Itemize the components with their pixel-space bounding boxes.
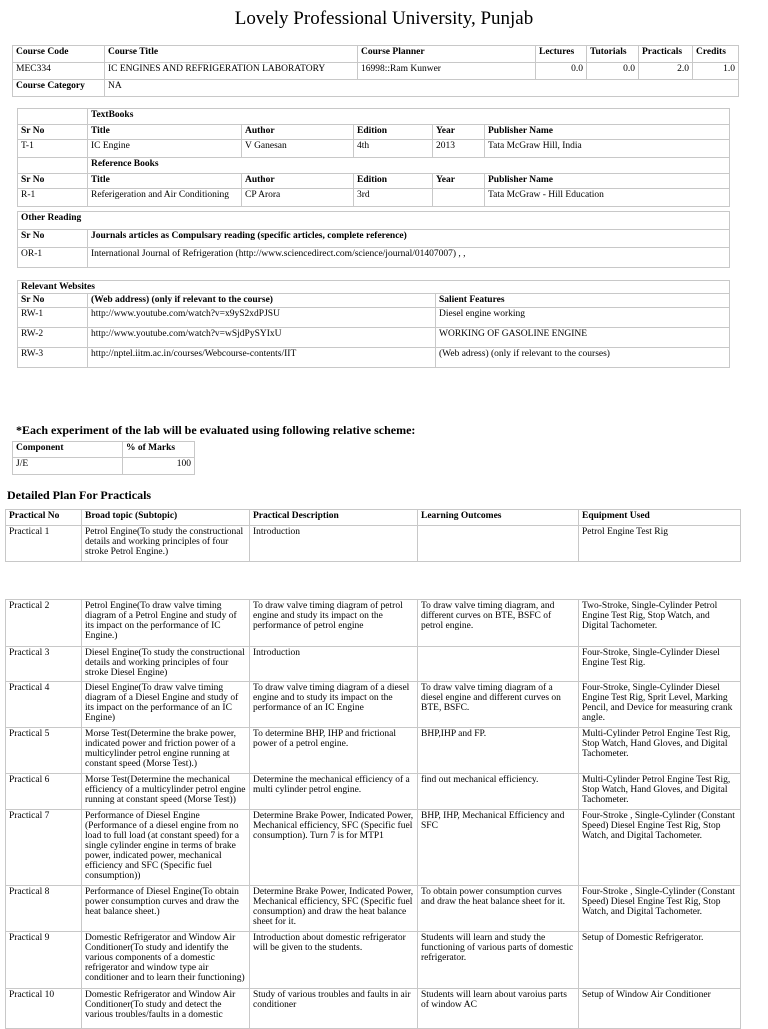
or-header-sr: Sr No <box>18 230 88 248</box>
practical-outcome: To draw valve timing diagram, and different curves on BTE, BSFC of petrol engine. <box>418 600 579 647</box>
practical-equip: Two-Stroke, Single-Cylinder Petrol Engine Test Rig, Stop Watch, and Digital Tachometer. <box>579 600 741 647</box>
evaluation-table <box>12 441 195 475</box>
practical-desc: To determine BHP, IHP and frictional power of a petrol engine. <box>250 728 418 774</box>
tb-header-sr: Sr No <box>18 125 88 140</box>
web-header-sr: Sr No <box>18 294 88 308</box>
practical-equip: Multi-Cylinder Petrol Engine Test Rig, Stop Watch, Hand Gloves, and Digital Tachometer. <box>579 774 741 810</box>
book-sr: T-1 <box>18 140 88 158</box>
practical-no: Practical 4 <box>6 682 82 728</box>
table-row <box>6 600 741 647</box>
practical-no: Practical 2 <box>6 600 82 647</box>
table-row <box>6 932 741 989</box>
book-title: Referigeration and Air Conditioning <box>88 189 242 207</box>
web-sr: RW-2 <box>18 328 88 348</box>
practical-no: Practical 7 <box>6 810 82 886</box>
table-row <box>6 989 741 1029</box>
practical-topic: Diesel Engine(To study the constructional details and working principles of four stroke Diesel Engine) <box>82 647 250 682</box>
book-sr: R-1 <box>18 189 88 207</box>
tb-header-title: Title <box>88 125 242 140</box>
course-lectures: 0.0 <box>536 63 587 80</box>
practical-desc: Determine Brake Power, Indicated Power, Mechanical efficiency, SFC (Specific fuel consumption) and draw the heat balance sheet for it. <box>250 886 418 932</box>
tb-header-edition: Edition <box>354 125 433 140</box>
practical-desc: Introduction <box>250 647 418 682</box>
eval-header-component: Component <box>13 442 123 458</box>
practical-desc: To draw valve timing diagram of petrol engine and study its impact on the performance of petrol engine <box>250 600 418 647</box>
table-row <box>6 526 741 562</box>
header-course-code: Course Code <box>13 46 105 63</box>
practical-topic: Diesel Engine(To draw valve timing diagram of a Diesel Engine and study of its impact on the performance of an IC Engine) <box>82 682 250 728</box>
web-header-address: (Web address) (only if relevant to the course) <box>88 294 436 308</box>
practical-equip: Setup of Domestic Refrigerator. <box>579 932 741 989</box>
table-row <box>18 348 730 368</box>
header-course-title: Course Title <box>105 46 358 63</box>
table-row <box>6 886 741 932</box>
practical-topic: Performance of Diesel Engine (Performance of a diesel engine from no load to full load (at constant speed) for a single cylinder engine in terms of brake power, indicated power, mechanical efficiency and SFC (Specific fuel consumption)) <box>82 810 250 886</box>
web-feature: Diesel engine working <box>436 308 730 328</box>
web-feature: WORKING OF GASOLINE ENGINE <box>436 328 730 348</box>
practical-desc: Determine Brake Power, Indicated Power, Mechanical efficiency, SFC (Specific fuel consumption). Turn 7 is for MTP1 <box>250 810 418 886</box>
practical-no: Practical 8 <box>6 886 82 932</box>
practical-outcome: Students will learn about varoius parts of window AC <box>418 989 579 1029</box>
table-row <box>18 248 730 268</box>
course-category-label: Course Category <box>13 80 105 97</box>
course-category: NA <box>105 80 739 97</box>
practical-equip: Four-Stroke, Single-Cylinder Diesel Engine Test Rig, Sprit Level, Marking Pencil, and Device for measuring crank angle. <box>579 682 741 728</box>
tb-header-author: Author <box>242 125 354 140</box>
practical-outcome: Students will learn and study the functioning of various parts of domestic refrigerator. <box>418 932 579 989</box>
course-planner: 16998::Ram Kunwer <box>358 63 536 80</box>
course-practicals: 2.0 <box>639 63 693 80</box>
practical-outcome: BHP,IHP and FP. <box>418 728 579 774</box>
practical-no: Practical 5 <box>6 728 82 774</box>
websites-table <box>17 280 730 368</box>
practical-topic: Petrol Engine(To study the constructional details and working principles of four stroke Petrol Engine.) <box>82 526 250 562</box>
practical-outcome: BHP, IHP, Mechanical Efficiency and SFC <box>418 810 579 886</box>
rb-header-sr: Sr No <box>18 174 88 189</box>
header-tutorials: Tutorials <box>587 46 639 63</box>
practical-equip: Four-Stroke , Single-Cylinder (Constant Speed) Diesel Engine Test Rig, Stop Watch, and Digital Tachometer. <box>579 886 741 932</box>
other-reading-table <box>17 211 730 268</box>
web-url-link[interactable]: http://www.youtube.com/watch?v=x9yS2xdPJSU <box>88 308 436 328</box>
header-lectures: Lectures <box>536 46 587 63</box>
plan-header-equip: Equipment Used <box>579 510 741 526</box>
plan-header-desc: Practical Description <box>250 510 418 526</box>
web-url-link[interactable]: http://nptel.iitm.ac.in/courses/Webcourse-contents/IIT <box>88 348 436 368</box>
table-row <box>6 647 741 682</box>
table-row <box>13 458 195 475</box>
websites-label: Relevant Websites <box>18 281 730 294</box>
practical-equip: Setup of Window Air Conditioner <box>579 989 741 1029</box>
practical-topic: Petrol Engine(To draw valve timing diagram of a Petrol Engine and study of its impact on the performance of IC Engine.) <box>82 600 250 647</box>
table-row <box>18 308 730 328</box>
course-title: IC ENGINES AND REFRIGERATION LABORATORY <box>105 63 358 80</box>
rb-header-publisher: Publisher Name <box>485 174 730 189</box>
course-tutorials: 0.0 <box>587 63 639 80</box>
table-row <box>6 728 741 774</box>
practical-topic: Morse Test(Determine the mechanical efficiency of a multicylinder petrol engine running at constant speed (Morse Test)) <box>82 774 250 810</box>
practical-outcome: To draw valve timing diagram of a diesel engine and different curves on BTE, BSFC. <box>418 682 579 728</box>
practical-outcome: find out mechanical efficiency. <box>418 774 579 810</box>
book-edition: 3rd <box>354 189 433 207</box>
plan-heading: Detailed Plan For Practicals <box>7 488 152 502</box>
practical-equip: Petrol Engine Test Rig <box>579 526 741 562</box>
practical-desc: Study of various troubles and faults in air conditioner <box>250 989 418 1029</box>
web-feature: (Web adress) (only if relevant to the courses) <box>436 348 730 368</box>
practical-outcome: To obtain power consumption curves and draw the heat balance sheet for it. <box>418 886 579 932</box>
rb-header-author: Author <box>242 174 354 189</box>
table-row <box>18 328 730 348</box>
eval-component: J/E <box>13 458 123 475</box>
plan-header-outcome: Learning Outcomes <box>418 510 579 526</box>
header-practicals: Practicals <box>639 46 693 63</box>
plan-header-no: Practical No <box>6 510 82 526</box>
practical-equip: Multi-Cylinder Petrol Engine Test Rig, Stop Watch, Hand Gloves, and Digital Tachometer. <box>579 728 741 774</box>
plan-table <box>5 599 741 1029</box>
book-year: 2013 <box>433 140 485 158</box>
web-sr: RW-1 <box>18 308 88 328</box>
textbooks-label: TextBooks <box>88 109 730 125</box>
page-title: Lovely Professional University, Punjab <box>234 8 534 29</box>
eval-marks: 100 <box>123 458 195 475</box>
or-header-journal: Journals articles as Compulsary reading (specific articles, complete reference) <box>88 230 730 248</box>
practical-topic: Performance of Diesel Engine(To obtain power consumption curves and draw the heat balance sheet.) <box>82 886 250 932</box>
rb-header-year: Year <box>433 174 485 189</box>
tb-header-year: Year <box>433 125 485 140</box>
web-header-features: Salient Features <box>436 294 730 308</box>
plan-header-topic: Broad topic (Subtopic) <box>82 510 250 526</box>
header-credits: Credits <box>693 46 739 63</box>
eval-header-marks: % of Marks <box>123 442 195 458</box>
rb-header-title: Title <box>88 174 242 189</box>
table-row <box>6 774 741 810</box>
practical-no: Practical 6 <box>6 774 82 810</box>
web-sr: RW-3 <box>18 348 88 368</box>
practical-topic: Domestic Refrigerator and Window Air Conditioner(To study and detect the various troubles/faults in a domestic <box>82 989 250 1029</box>
practical-desc: Introduction about domestic refrigerator will be given to the students. <box>250 932 418 989</box>
practical-no: Practical 3 <box>6 647 82 682</box>
practical-no: Practical 10 <box>6 989 82 1029</box>
practical-desc: To draw valve timing diagram of a diesel engine and to study its impact on the performance of an IC Engine <box>250 682 418 728</box>
book-publisher: Tata McGraw Hill, India <box>485 140 730 158</box>
evaluation-heading: *Each experiment of the lab will be evaluated using following relative scheme: <box>16 423 416 437</box>
practical-no: Practical 1 <box>6 526 82 562</box>
table-row <box>6 682 741 728</box>
practical-outcome <box>418 647 579 682</box>
course-credits: 1.0 <box>693 63 739 80</box>
book-author: V Ganesan <box>242 140 354 158</box>
reference-books-label: Reference Books <box>88 158 730 174</box>
header-course-planner: Course Planner <box>358 46 536 63</box>
book-year <box>433 189 485 207</box>
books-table <box>17 108 730 207</box>
rb-header-edition: Edition <box>354 174 433 189</box>
practical-equip: Four-Stroke , Single-Cylinder (Constant Speed) Diesel Engine Test Rig, Stop Watch, and Digital Tachometer. <box>579 810 741 886</box>
course-table <box>12 45 739 97</box>
web-url-link[interactable]: http://www.youtube.com/watch?v=wSjdPySYIxU <box>88 328 436 348</box>
book-title: IC Engine <box>88 140 242 158</box>
practical-no: Practical 9 <box>6 932 82 989</box>
practical-outcome <box>418 526 579 562</box>
book-publisher: Tata McGraw - Hill Education <box>485 189 730 207</box>
course-code: MEC334 <box>13 63 105 80</box>
other-reading-label: Other Reading <box>18 212 730 230</box>
plan-table-first <box>5 509 741 562</box>
practical-equip: Four-Stroke, Single-Cylinder Diesel Engine Test Rig. <box>579 647 741 682</box>
table-row <box>6 810 741 886</box>
book-edition: 4th <box>354 140 433 158</box>
practical-topic: Morse Test(Determine the brake power, indicated power and friction power of a multicylinder petrol engine running at constant speed (Morse Test).) <box>82 728 250 774</box>
practical-desc: Introduction <box>250 526 418 562</box>
tb-header-publisher: Publisher Name <box>485 125 730 140</box>
practical-desc: Determine the mechanical efficiency of a multi cylinder petrol engine. <box>250 774 418 810</box>
or-text: International Journal of Refrigeration (http://www.sciencedirect.com/science/journal/01407007) , , <box>88 248 730 268</box>
practical-topic: Domestic Refrigerator and Window Air Conditioner(To study and identify the various components of a domestic refrigerator and window type air conditioner and to learn their functioning) <box>82 932 250 989</box>
book-author: CP Arora <box>242 189 354 207</box>
table-row <box>18 189 730 207</box>
table-row <box>18 140 730 158</box>
or-sr: OR-1 <box>18 248 88 268</box>
